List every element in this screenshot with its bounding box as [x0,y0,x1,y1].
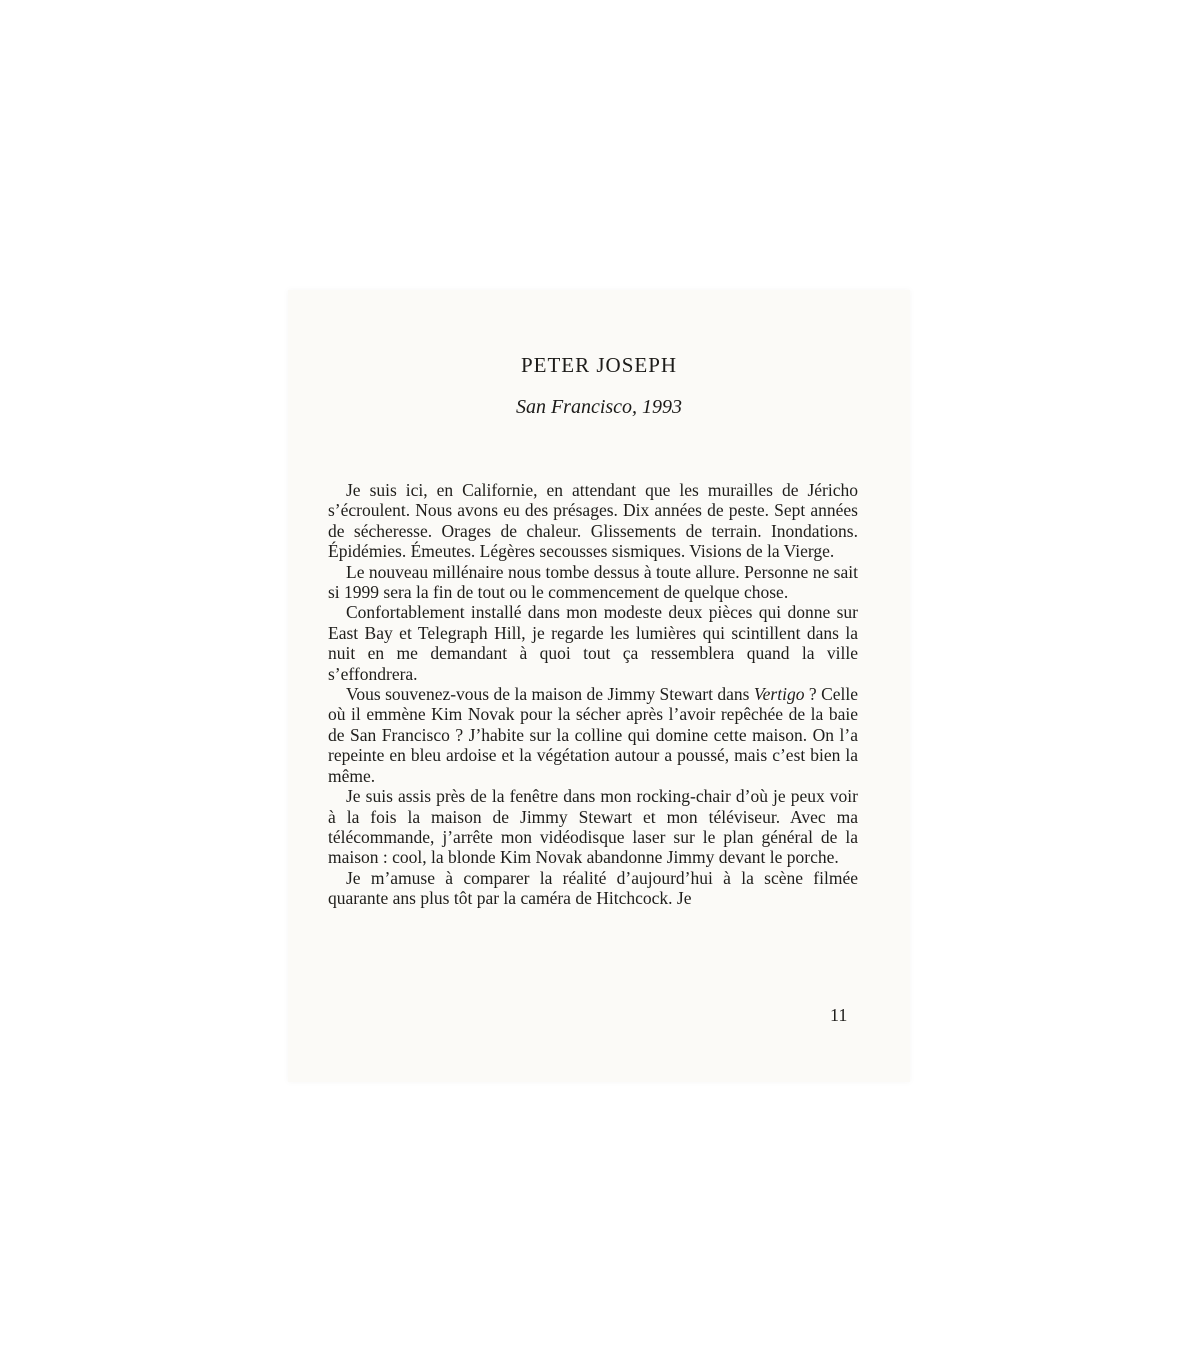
paragraph-text: Vous souvenez-vous de la maison de Jimmy Stewart dans [346,684,754,705]
chapter-subtitle: San Francisco, 1993 [515,396,683,418]
paragraph: Je m’amuse à comparer la réalité d’aujourd’hui à la scène filmée quarante ans plus tôt par la caméra de Hitchcock. Je [328,867,858,909]
paragraph: Confortablement installé dans mon modeste deux pièces qui donne sur East Bay et Telegraph Hill, je regarde les lumières qui scintillent dans la nuit en me demandant à quoi tout ça ressemblera quand la ville s’effondrera. [328,602,858,684]
chapter-body [328,480,858,909]
paragraph-vertigo [328,684,858,786]
paragraph: Le nouveau millénaire nous tombe dessus à toute allure. Personne ne sait si 1999 sera la fin de tout ou le commencement de quelque chose. [328,561,858,603]
paragraph: Je suis assis près de la fenêtre dans mon rocking-chair d’où je peux voir à la fois la maison de Jimmy Stewart et mon téléviseur. Avec ma télécommande, j’arrête mon vidéodisque laser sur le plan général de la maison : cool, la blonde Kim Novak abandonne Jimmy devant le porche. [328,786,858,868]
page-number: 11 [830,1005,848,1025]
chapter-title: PETER JOSEPH [520,353,678,377]
film-title: Vertigo [753,684,805,705]
paragraph-text: ? Celle où il emmène Kim Novak pour la sécher après l’avoir repêchée de la baie de San Francisco ? J’habite sur la colline qui domine cette maison. On l’a repeinte en bleu ardoise et la végétation autour a poussé, mais c’est bien la même. [328,684,858,786]
paragraph: Je suis ici, en Californie, en attendant que les murailles de Jéricho s’écroulent. Nous avons eu des présages. Dix années de peste. Sept années de sécheresse. Orages de chaleur. Glissements de terrain. Inondations. Épidémies. Émeutes. Légères secousses sismiques. Visions de la Vierge. [328,480,858,562]
